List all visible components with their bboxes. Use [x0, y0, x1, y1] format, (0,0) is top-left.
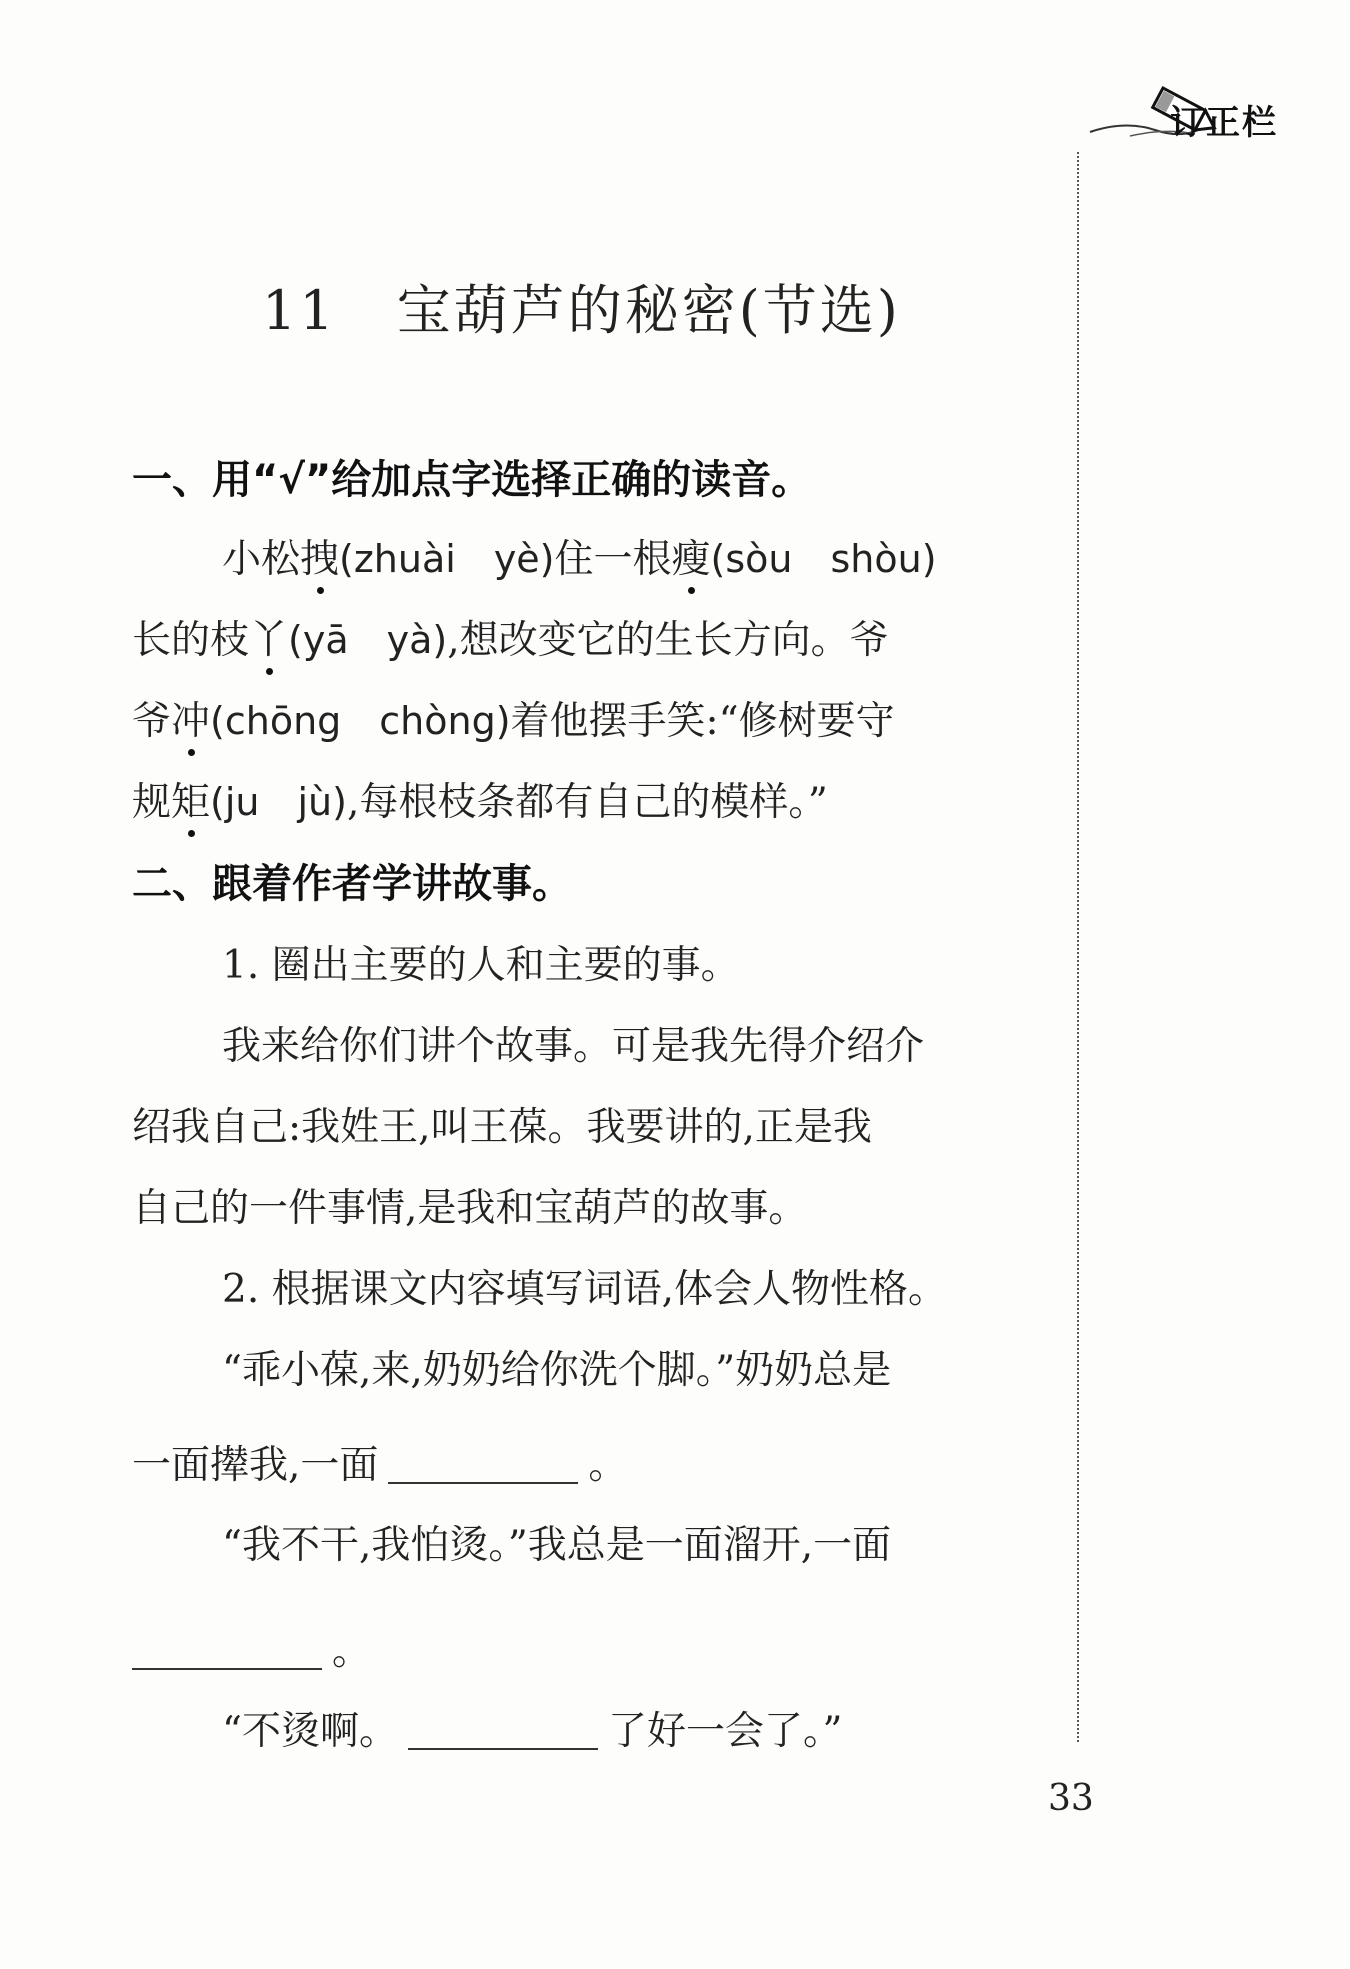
answer-blank-2[interactable]: [132, 1668, 322, 1670]
lesson-title: [262, 268, 901, 345]
correction-column-label: 订正栏: [1170, 103, 1278, 143]
section1-line4: 规矩(ju jù),每根枝条都有自己的模样。”: [132, 771, 828, 827]
answer-blank-1[interactable]: [388, 1482, 578, 1484]
dialogue-line: “我不干,我怕烫。”我总是一面溜开,一面: [222, 1523, 892, 1568]
story-passage-line[interactable]: 绍我自己:我姓王,叫王葆。我要讲的,正是我: [132, 1105, 872, 1150]
correction-divider: [1077, 152, 1079, 1742]
fill-line-3: “不烫啊。 了好一会了。”: [222, 1709, 843, 1754]
section1-heading: 一、用“√”给加点字选择正确的读音。: [132, 457, 812, 503]
lesson-number: 11: [262, 279, 337, 342]
pinyin-choice: (sòu shòu): [710, 537, 937, 581]
dialogue-line: “乖小葆,来,奶奶给你洗个脚。”奶奶总是: [222, 1348, 892, 1393]
question2-prompt: 2. 根据课文内容填写词语,体会人物性格。: [222, 1267, 948, 1312]
section2-heading: 二、跟着作者学讲故事。: [132, 861, 572, 907]
section1-line1: 小松拽(zhuài yè)住一根瘦(sòu shòu): [222, 528, 937, 584]
dotted-char: 瘦: [672, 528, 711, 584]
dotted-char: 丫: [249, 609, 288, 665]
section1-line2: 长的枝丫(yā yà),想改变它的生长方向。爷: [132, 609, 889, 665]
pinyin-choice: (yā yà): [288, 618, 448, 662]
dotted-char: 拽: [300, 528, 339, 584]
question1-prompt: 1. 圈出主要的人和主要的事。: [222, 943, 740, 988]
fill-line-2: 。: [132, 1620, 371, 1676]
page-number: 33: [1048, 1778, 1094, 1819]
pinyin-choice: (chōng chòng): [210, 699, 511, 743]
fill-line-1: 一面撵我,一面 。: [132, 1443, 628, 1488]
lesson-title-text: 宝葫芦的秘密(节选): [396, 279, 901, 342]
answer-blank-3[interactable]: [408, 1748, 598, 1750]
story-passage-line[interactable]: 自己的一件事情,是我和宝葫芦的故事。: [132, 1186, 808, 1231]
dotted-char: 冲: [171, 690, 210, 746]
pinyin-choice: (zhuài yè): [339, 537, 555, 581]
section1-line3: 爷冲(chōng chòng)着他摆手笑:“修树要守: [132, 690, 895, 746]
dotted-char: 矩: [171, 771, 210, 827]
pinyin-choice: (ju jù): [210, 780, 347, 824]
story-passage-line[interactable]: 我来给你们讲个故事。可是我先得介绍介: [222, 1024, 925, 1069]
